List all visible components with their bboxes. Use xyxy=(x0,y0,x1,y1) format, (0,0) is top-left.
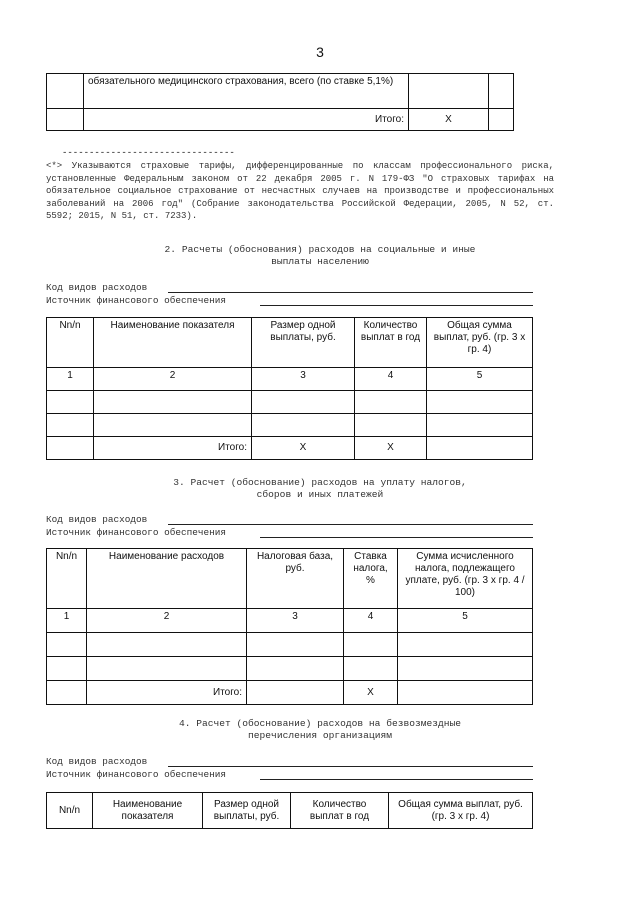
section3-expense-code-line xyxy=(168,524,533,525)
section2-title-line1: 2. Расчеты (обоснования) расходов на социальные и иные xyxy=(164,244,476,255)
table-cell xyxy=(398,681,533,705)
column-number: 2 xyxy=(87,609,247,633)
section2-funding-source-line xyxy=(260,305,533,306)
total-label: Итого: xyxy=(94,437,252,460)
section4-title-line1: 4. Расчет (обоснование) расходов на безвозмездные xyxy=(178,718,462,729)
section4-funding-source-line xyxy=(260,779,533,780)
header-cell: Количество выплат в год xyxy=(291,793,389,829)
section4-funding-source-label: Источник финансового обеспечения xyxy=(46,769,227,780)
total-mark: X xyxy=(409,109,489,131)
table-cell xyxy=(47,74,84,109)
total-mark: X xyxy=(252,437,355,460)
header-cell: Ставка налога, % xyxy=(344,549,398,609)
table-cell xyxy=(427,437,533,460)
column-number: 3 xyxy=(252,368,355,391)
column-number: 1 xyxy=(47,368,94,391)
social-payments-table xyxy=(46,317,533,460)
section3-funding-source-label: Источник финансового обеспечения xyxy=(46,527,227,538)
section2-title-line2: выплаты населению xyxy=(271,256,369,267)
table-cell xyxy=(489,109,514,131)
section4-expense-code-label: Код видов расходов xyxy=(46,756,148,767)
header-cell: Nn/n xyxy=(47,793,93,829)
table-cell xyxy=(47,109,84,131)
column-number: 3 xyxy=(247,609,344,633)
header-cell: Сумма исчисленного налога, подлежащего уплате, руб. (гр. 3 x гр. 4 / 100) xyxy=(398,549,533,609)
column-number: 4 xyxy=(355,368,427,391)
section3-expense-code-label: Код видов расходов xyxy=(46,514,148,525)
header-cell: Количество выплат в год xyxy=(355,318,427,368)
table-row xyxy=(47,391,533,414)
column-number: 1 xyxy=(47,609,87,633)
section2-funding-source-label: Источник финансового обеспечения xyxy=(46,295,227,306)
header-cell: Налоговая база, руб. xyxy=(247,549,344,609)
section3-funding-source-line xyxy=(260,537,533,538)
table-row xyxy=(47,657,533,681)
taxes-table xyxy=(46,548,533,705)
header-cell: Общая сумма выплат, руб. (гр. 3 x гр. 4) xyxy=(389,793,533,829)
header-cell: Размер одной выплаты, руб. xyxy=(252,318,355,368)
table-cell xyxy=(47,437,94,460)
total-label: Итого: xyxy=(87,681,247,705)
insurance-row-label: обязательного медицинского страхования, всего (по ставке 5,1%) xyxy=(84,74,409,109)
section2-expense-code-line xyxy=(168,292,533,293)
header-cell: Общая сумма выплат, руб. (гр. 3 x гр. 4) xyxy=(427,318,533,368)
header-cell: Размер одной выплаты, руб. xyxy=(203,793,291,829)
table-cell xyxy=(47,681,87,705)
total-mark: X xyxy=(355,437,427,460)
header-cell: Наименование показателя xyxy=(94,318,252,368)
total-label: Итого: xyxy=(84,109,409,131)
header-cell: Наименование показателя xyxy=(93,793,203,829)
section4-title-line2: перечисления организациям xyxy=(248,730,392,741)
header-cell: Наименование расходов xyxy=(87,549,247,609)
section2-expense-code-label: Код видов расходов xyxy=(46,282,148,293)
column-number: 5 xyxy=(427,368,533,391)
footnote-text: <*> Указываются страховые тарифы, дифференцированные по классам профессионального риска, установленные Федеральным законом от 22 декабря 2005 г. N 179-ФЗ "О страховых тарифах на обязательное социальное страхование от несчастных случаев на производстве и профессиональных заболеваний на 2006 год" (Собрание законодательства Российской Федерации, 2005, N 52, ст. 5592; 2015, N 51, ст. 7233). xyxy=(46,161,554,221)
table-cell xyxy=(247,681,344,705)
header-cell: Nn/n xyxy=(47,318,94,368)
total-mark: X xyxy=(344,681,398,705)
page-number: 3 xyxy=(316,44,324,60)
table-cell xyxy=(409,74,489,109)
section4-expense-code-line xyxy=(168,766,533,767)
table-cell xyxy=(489,74,514,109)
section3-title-line1: 3. Расчет (обоснование) расходов на уплату налогов, xyxy=(173,477,467,488)
grants-table xyxy=(46,792,533,829)
table-row xyxy=(47,633,533,657)
header-cell: Nn/n xyxy=(47,549,87,609)
column-number: 2 xyxy=(94,368,252,391)
insurance-table-continuation xyxy=(46,73,514,131)
table-row xyxy=(47,414,533,437)
column-number: 5 xyxy=(398,609,533,633)
column-number: 4 xyxy=(344,609,398,633)
section3-title-line2: сборов и иных платежей xyxy=(256,489,384,500)
footnote-separator: -------------------------------- xyxy=(62,148,235,158)
